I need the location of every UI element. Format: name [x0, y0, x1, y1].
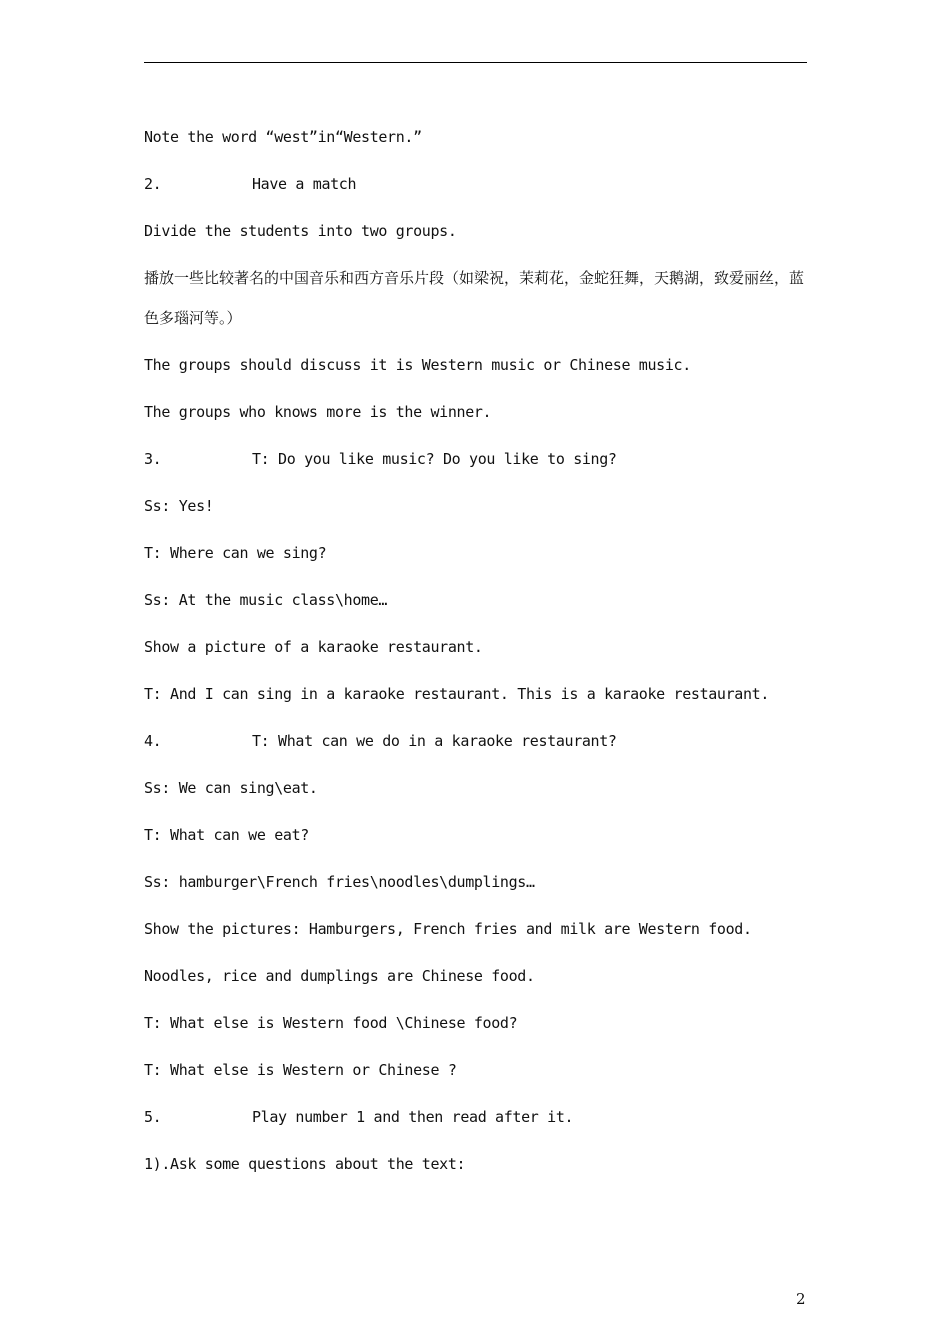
document-body: [144, 124, 808, 1198]
step-number: 5.: [144, 1108, 162, 1126]
step-4-karaoke-question: [144, 728, 808, 754]
page-number: 2: [796, 1290, 806, 1308]
step-number: 2.: [144, 175, 162, 193]
dialogue-line: Ss: At the music class\home…: [144, 591, 388, 609]
dialogue-line: T: What else is Western or Chinese ?: [144, 1061, 457, 1079]
dialogue-line: T: And I can sing in a karaoke restaurant. This is a karaoke restaurant.: [144, 685, 770, 703]
step-number: 4.: [144, 732, 162, 750]
dialogue-line: T: Where can we sing?: [144, 544, 327, 562]
step-text: T: What can we do in a karaoke restaurant?: [252, 732, 617, 750]
paragraph-ask-questions: 1).Ask some questions about the text:: [144, 1155, 466, 1173]
step-number: 3.: [144, 450, 162, 468]
paragraph-note-west: Note the word “west”in“Western.”: [144, 128, 422, 146]
paragraph-winner: The groups who knows more is the winner.: [144, 403, 492, 421]
paragraph-show-pictures-food: Show the pictures: Hamburgers, French fries and milk are Western food.: [144, 920, 752, 938]
paragraph-divide-groups: Divide the students into two groups.: [144, 222, 457, 240]
header-rule: [144, 62, 807, 63]
step-5-play-number-1: [144, 1104, 808, 1130]
step-text: Have a match: [252, 175, 357, 193]
step-3-like-music: [144, 446, 808, 472]
dialogue-line: T: What can we eat?: [144, 826, 309, 844]
paragraph-groups-discuss: The groups should discuss it is Western music or Chinese music.: [144, 356, 691, 374]
dialogue-line: T: What else is Western food \Chinese food?: [144, 1014, 518, 1032]
dialogue-line: Ss: We can sing\eat.: [144, 779, 318, 797]
paragraph-show-karaoke-picture: Show a picture of a karaoke restaurant.: [144, 638, 483, 656]
paragraph-music-list-chinese: 播放一些比较著名的中国音乐和西方音乐片段（如梁祝，茉莉花，金蛇狂舞，天鹅湖，致爱丽丝，蓝色多瑙河等。）: [144, 269, 805, 327]
dialogue-line: Ss: hamburger\French fries\noodles\dumplings…: [144, 873, 535, 891]
dialogue-line: Ss: Yes!: [144, 497, 214, 515]
step-2-have-a-match: [144, 171, 808, 197]
paragraph-chinese-food: Noodles, rice and dumplings are Chinese food.: [144, 967, 535, 985]
step-text: Play number 1 and then read after it.: [252, 1108, 574, 1126]
step-text: T: Do you like music? Do you like to sing?: [252, 450, 617, 468]
